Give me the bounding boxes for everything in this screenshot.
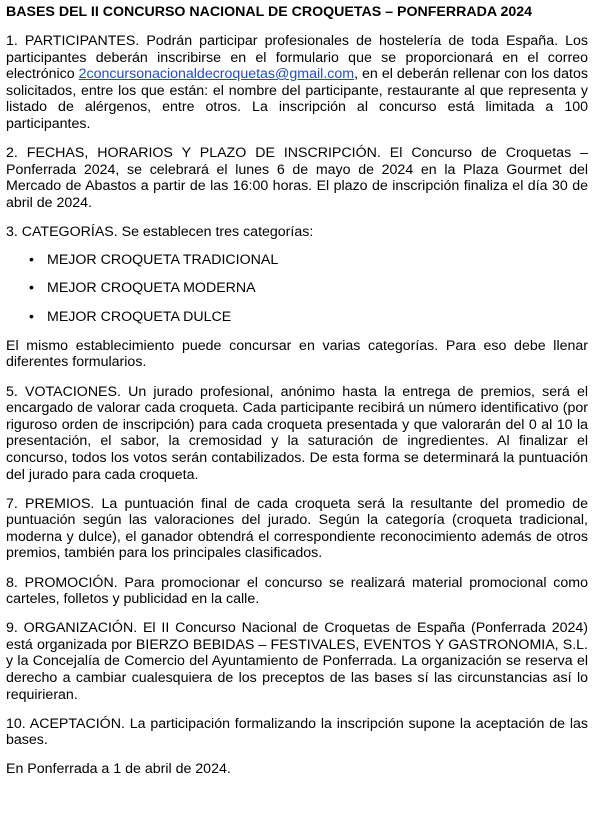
section-fechas: 2. FECHAS, HORARIOS Y PLAZO DE INSCRIPCIÓN. El Concurso de Croquetas – Ponferrada 2024, se celebrará el lunes 6 de mayo de 2024 en la Plaza Gourmet del Mercado de Abastos a partir de las 16:00 horas. El plazo de inscripción finaliza el día 30 de abril de 2024. [6,145,588,211]
contact-email-link[interactable]: 2concursonacionaldecroquetas@gmail.com [78,66,355,83]
categories-list [6,252,588,326]
participantes-text-before: 1. PARTICIPANTES. Podrán participar profesionales de hostelería de toda España. Los participantes deberán inscribirse en el formulario que se proporcionará en el correo electrónico [6,33,588,83]
category-label: MEJOR CROQUETA DULCE [47,309,232,326]
list-item [6,309,588,326]
list-item [6,280,588,297]
category-label: MEJOR CROQUETA TRADICIONAL [47,251,279,268]
list-item [6,252,588,269]
section-promocion: 8. PROMOCIÓN. Para promocionar el concurso se realizará material promocional como carteles, folletos y publicidad en la calle. [6,574,588,608]
category-label: MEJOR CROQUETA MODERNA [47,280,256,297]
bullet-icon: • [29,309,34,326]
section-aceptacion: 10. ACEPTACIÓN. La participación formalizando la inscripción supone la aceptación de las bases. [6,715,588,749]
section-organizacion: 9. ORGANIZACIÓN. El II Concurso Nacional de Croquetas de España (Ponferrada 2024) está organizada por BIERZO BEBIDAS – FESTIVALES, EVENTOS Y GASTRONOMIA, S.L. y la Concejalía de Comercio del Ayuntamiento de Ponferrada. La organización se reserva el derecho a cambiar cualesquiera de los preceptos de las bases sí las circunstancias así lo requirieran. [6,620,588,703]
section-premios: 7. PREMIOS. La puntuación final de cada croqueta será la resultante del promedio de puntuación según las valoraciones del jurado. Según la categoría (croqueta tradicional, moderna y dulce), el ganador obtendrá el correspondiente reconocimiento además de otros premios, también para los principales clasificados. [6,495,588,562]
bullet-icon: • [29,280,34,297]
section-participantes [6,33,588,133]
section-categorias-intro: 3. CATEGORÍAS. Se establecen tres categorías: [6,223,314,240]
section-votaciones: 5. VOTACIONES. Un jurado profesional, anónimo hasta la entrega de premios, será el encargado de valorar cada croqueta. Cada participante recibirá un número identificativo (por riguroso orden de inscripción) para cada croqueta presentada y que valorarán del 0 al 10 la presentación, el sabor, la cremosidad y la saturación de ingredientes. Al finalizar el concurso, todos los votos serán contabilizados. De esta forma se determinará la puntuación del jurado para cada croqueta. [6,383,588,483]
closing-line: En Ponferrada a 1 de abril de 2024. [6,761,231,778]
participantes-text-after: , en el deberán rellenar con los datos solicitados, entre los que están: el nombre del participante, restaurante al que representa y listado de alérgenos, entre otros. La inscripción al concurso está limitada a 100 participantes. [6,66,588,132]
bullet-icon: • [29,251,34,268]
document-title: BASES DEL II CONCURSO NACIONAL DE CROQUETAS – PONFERRADA 2024 [6,4,533,20]
section-categorias-note: El mismo establecimiento puede concursar en varias categorías. Para eso debe llenar diferentes formularios. [6,337,588,371]
